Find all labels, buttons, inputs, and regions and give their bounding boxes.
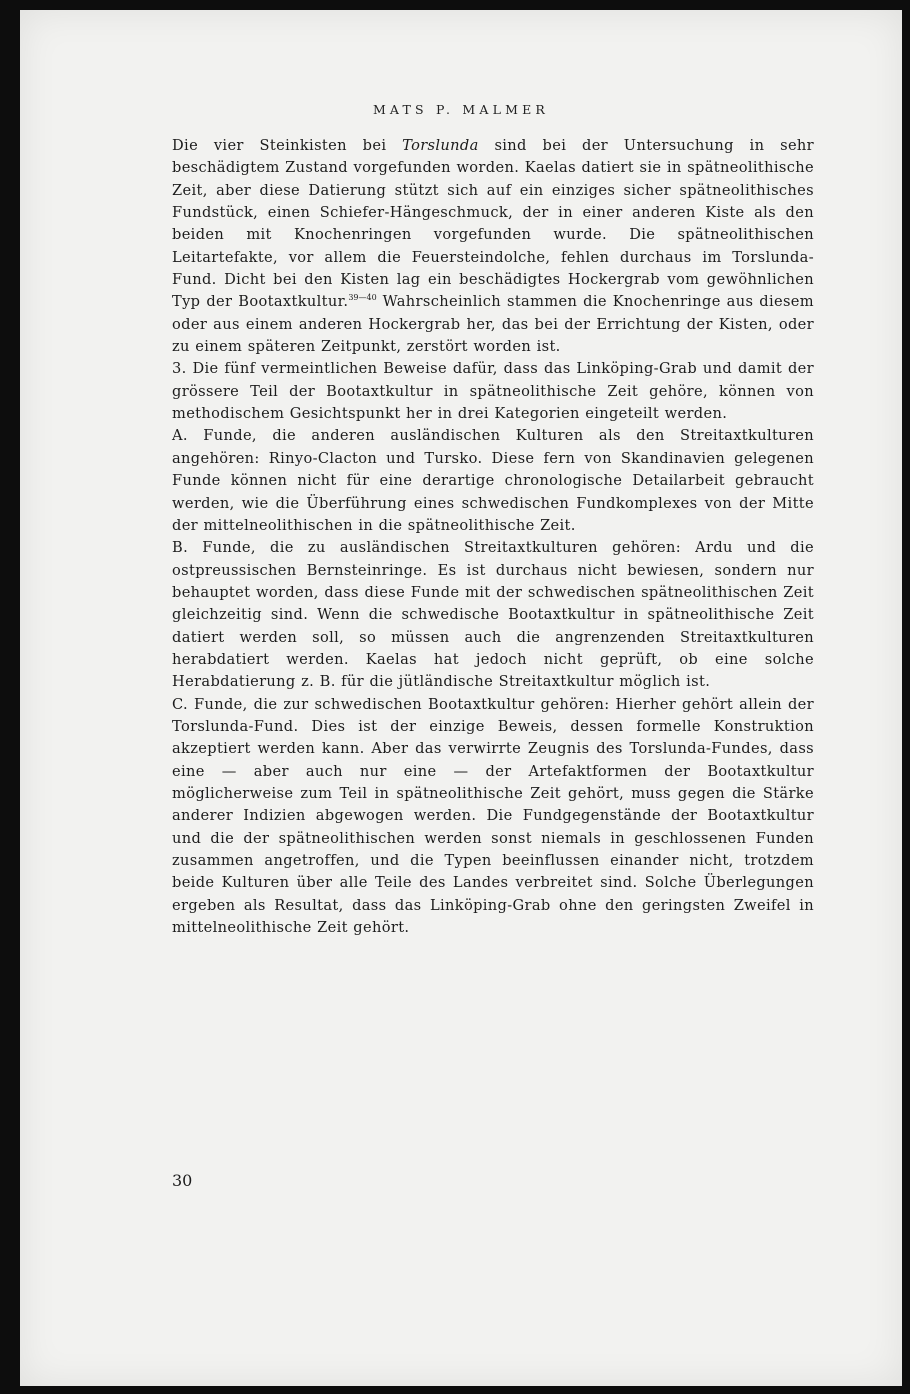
paragraph-1-pre: Die vier Steinkisten bei bbox=[172, 137, 403, 154]
paragraph-3: A. Funde, die anderen ausländischen Kulturen als den Streitaxtkulturen angehören: Rinyo-Clacton und Tursko. Diese fern von Skandinavien gelegenen Funde können nicht für eine derartige chronologische Detailarbeit gebraucht werden, wie die Überführung eines schwedischen Fundkomplexes von der Mitte der mittelneolithischen in die spätneolithische Zeit. bbox=[172, 427, 814, 534]
paragraph-2: 3. Die fünf vermeintlichen Beweise dafür, dass das Linköping-Grab und damit der grössere Teil der Bootaxtkultur in spätneolithische Zeit gehöre, können von methodischem Gesichtspunkt her in drei Kategorien eingeteilt werden. bbox=[172, 360, 814, 423]
page-number: 30 bbox=[172, 1171, 193, 1190]
paragraph-1-mid: sind bei der Untersuchung in sehr beschädigtem Zustand vorgefunden worden. Kaelas datiert sie in spätneolithische Zeit, aber diese Datierung stützt sich auf ein einziges sicher spätneolithisches Fundstück, einen Schiefer-Hängeschmuck, der in einer anderen Kiste als den beiden mit Knochenringen vorgefunden wurde. Die spätneolithischen Leitartefakte, vor allem die Feuersteindolche, fehlen durchaus im Torslunda-Fund. Dicht bei den Kisten lag ein beschädigtes Hockergrab vom gewöhnlichen Typ der Bootaxtkultur. bbox=[172, 137, 815, 311]
paragraph-1-italic: Torslunda bbox=[402, 137, 479, 154]
paragraph-4: B. Funde, die zu ausländischen Streitaxtkulturen gehören: Ardu und die ostpreussischen Bernsteinringe. Es ist durchaus nicht bewiesen, sondern nur behauptet worden, dass diese Funde mit der schwedischen spätneolithischen Zeit gleichzeitig sind. Wenn die schwedische Bootaxtkultur in spätneolithische Zeit datiert werden soll, so müssen auch die angrenzenden Streitaxtkulturen herabdatiert werden. Kaelas hat jedoch nicht geprüft, ob eine solche Herabdatierung z. B. für die jütländische Streitaxtkultur möglich ist. bbox=[172, 539, 814, 691]
document-page bbox=[20, 10, 902, 1386]
paragraph-1 bbox=[172, 135, 814, 358]
body-text bbox=[172, 135, 814, 939]
scan-bottom-edge bbox=[20, 1386, 902, 1394]
footnote-reference: 39—40 bbox=[348, 293, 377, 303]
paragraph-5: C. Funde, die zur schwedischen Bootaxtkultur gehören: Hierher gehört allein der Torslunda-Fund. Dies ist der einzige Beweis, dessen formelle Konstruktion akzeptiert werden kann. Aber das verwirrte Zeugnis des Torslunda-Fundes, dass eine — aber auch nur eine — der Artefaktformen der Bootaxtkultur möglicherweise zum Teil in spätneolithische Zeit gehört, muss gegen die Stärke anderer Indizien abgewogen werden. Die Fundgegenstände der Bootaxtkultur und die der spätneolithischen werden sonst niemals in geschlossenen Funden zusammen angetroffen, und die Typen beeinflussen einander nicht, trotzdem beide Kulturen über alle Teile des Landes verbreitet sind. Solche Überlegungen ergeben als Resultat, dass das Linköping-Grab ohne den geringsten Zweifel in mittelneolithische Zeit gehört. bbox=[172, 695, 814, 937]
running-header: MATS P. MALMER bbox=[372, 102, 550, 117]
paragraph-1-post: Wahrscheinlich stammen die Knochenringe aus diesem oder aus einem anderen Hockergrab her, das bei der Errichtung der Kisten, oder zu einem späteren Zeitpunkt, zerstört worden ist. bbox=[172, 293, 814, 356]
